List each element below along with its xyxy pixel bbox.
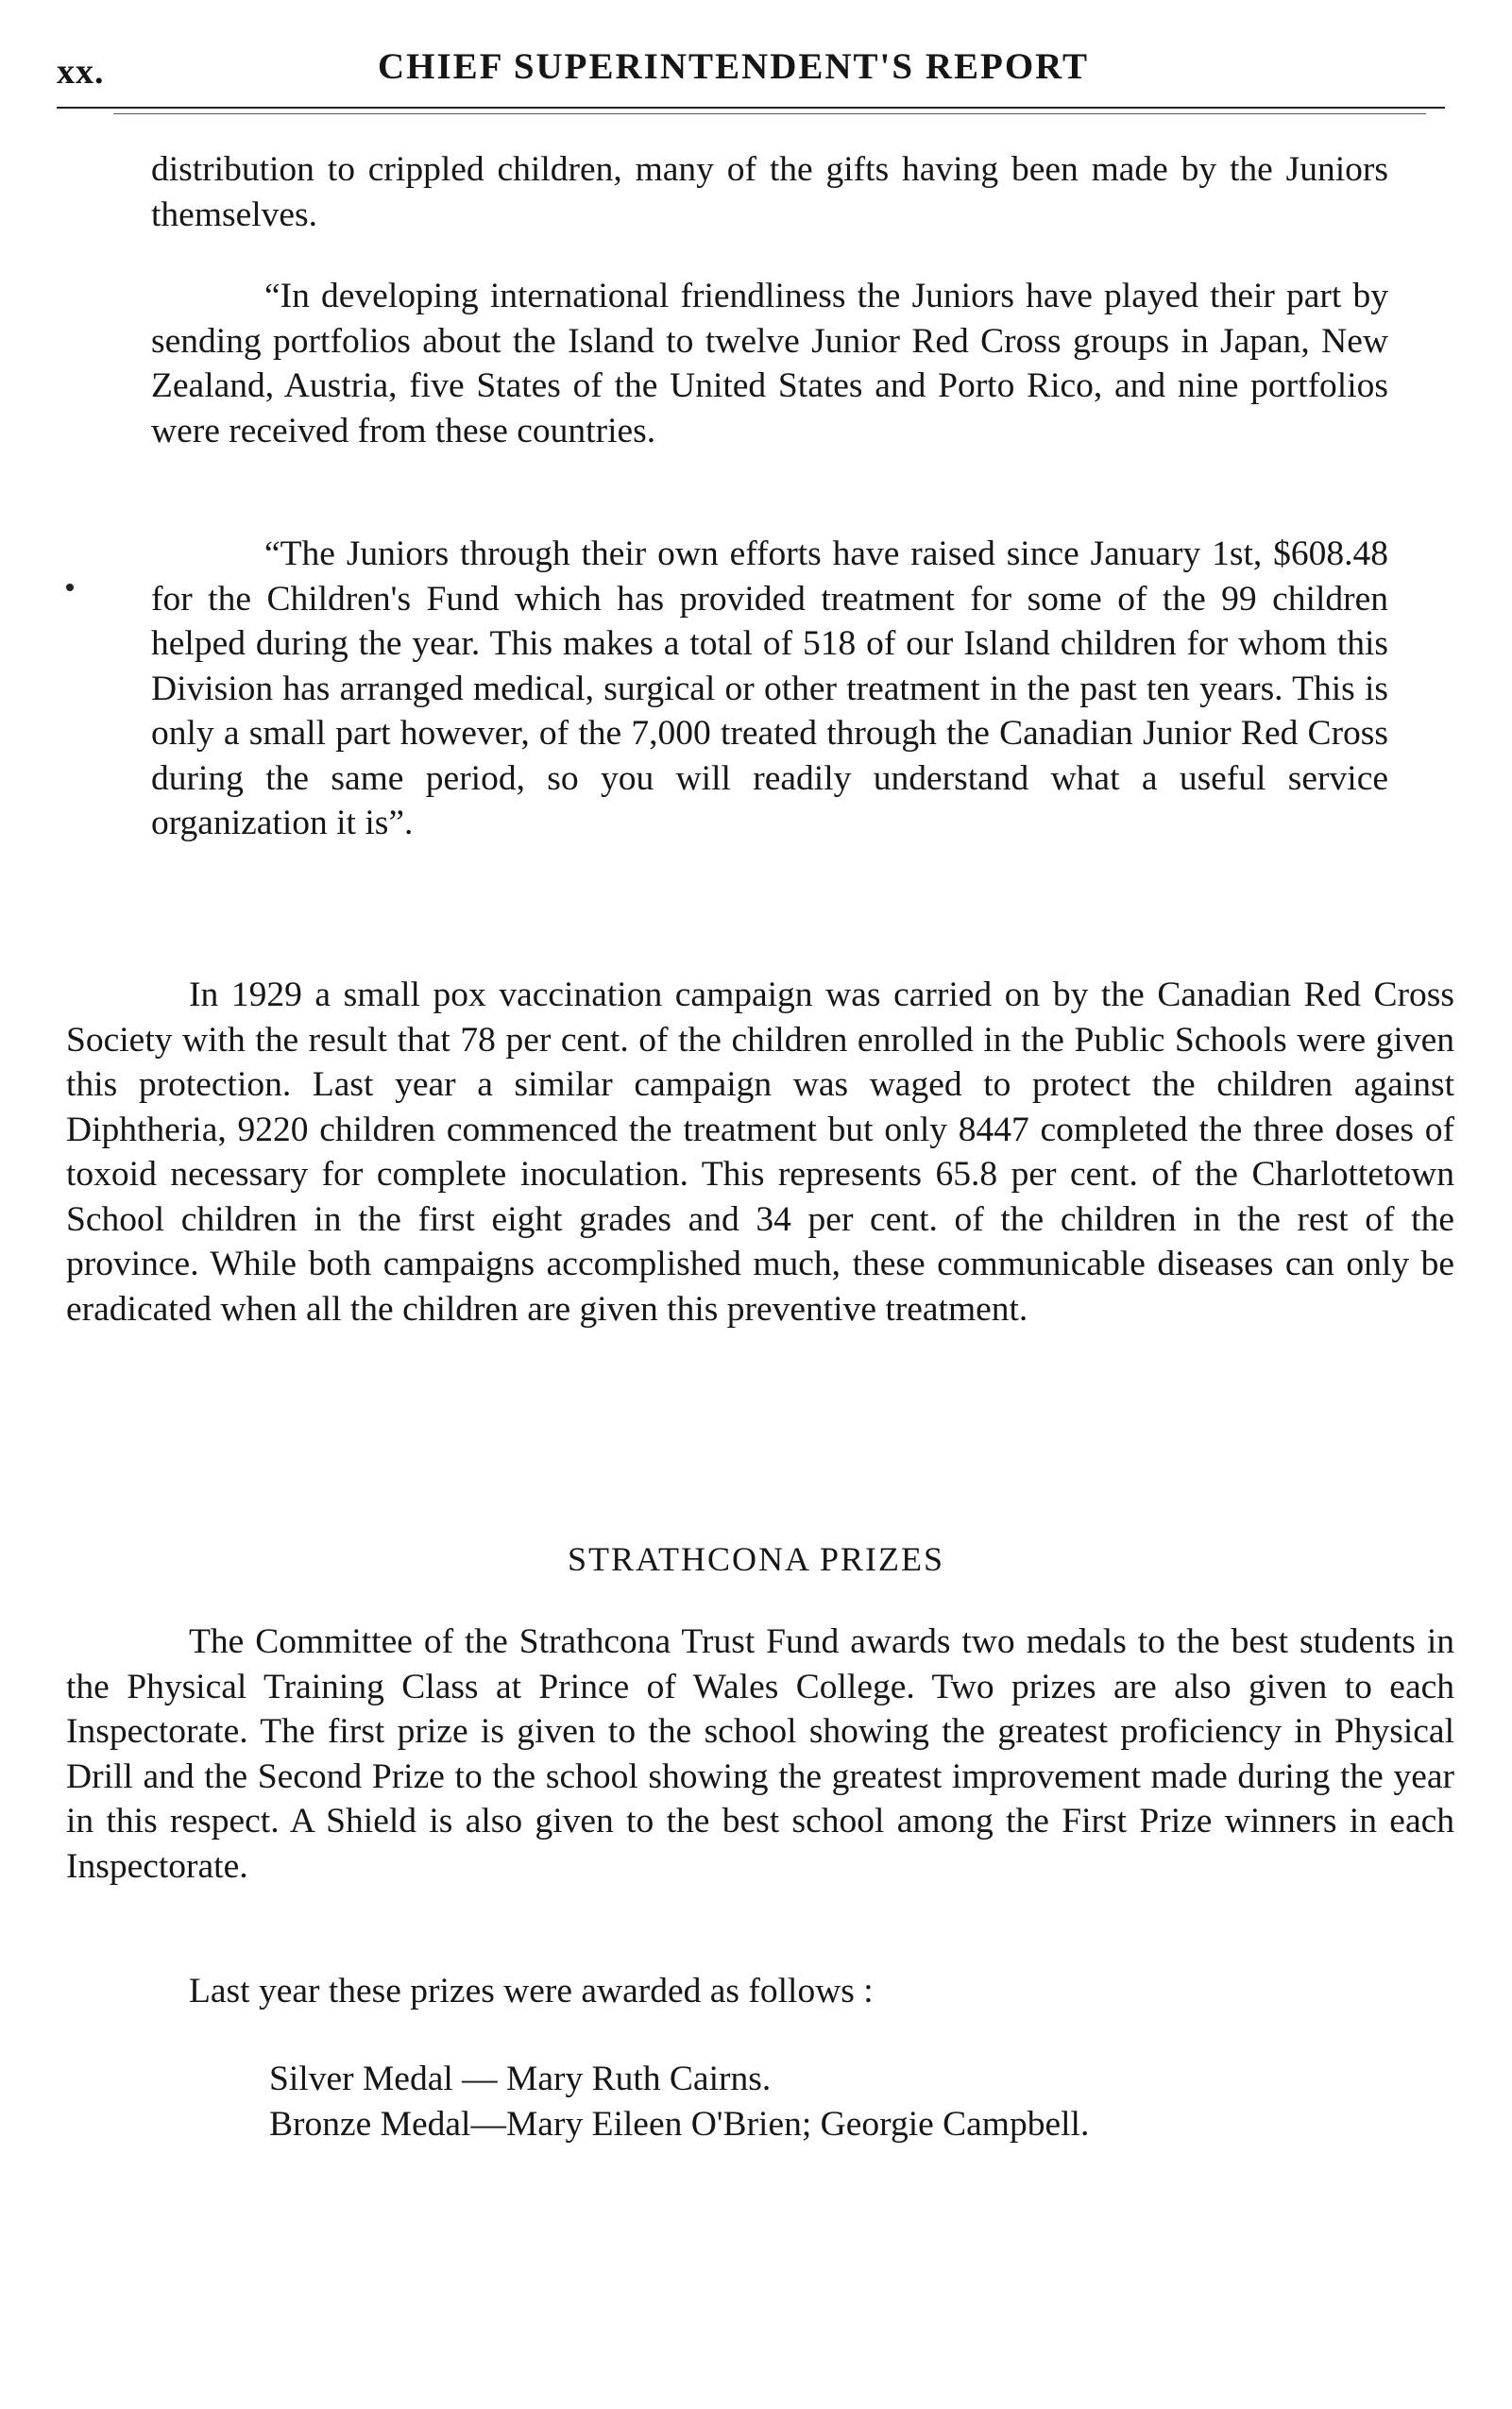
running-title: CHIEF SUPERINTENDENT'S REPORT xyxy=(378,46,1089,87)
awards-list xyxy=(269,2057,1450,2146)
page-number: xx. xyxy=(57,52,105,92)
header-rule-secondary xyxy=(113,113,1426,114)
header-rule xyxy=(57,107,1445,109)
paragraph-childrens-fund: “The Juniors through their own efforts have raised since January 1st, $608.48 for the Children's Fund which has provided treatment for some of the 99 children helped during the year. This makes a total of 518 of our Island children for whom this Division has arranged medical, surgical or other treatment in the past ten years. This is only a small part however, of the 7,000 treated through the Canadian Junior Red Cross during the same period, so you will readily understand what a useful service organization it is”. xyxy=(151,534,1388,842)
section-heading: STRATHCONA PRIZES xyxy=(567,1540,945,1578)
margin-mark xyxy=(66,584,74,591)
paragraph-international-friendliness: “In developing international friendliness the Juniors have played their part by sending portfolios about the Island to twelve Junior Red Cross groups in Japan, New Zealand, Austria, five States of the United States and Porto Rico, and nine portfolios were received from these countries. xyxy=(151,277,1388,450)
paragraph-vaccination-campaign: In 1929 a small pox vaccination campaign was carried on by the Canadian Red Cross Society with the result that 78 per cent. of the children enrolled in the Public Schools were given this protection. Last year a similar campaign was waged to protect the children against Diphtheria, 9220 children commenced the treatment but only 8447 completed the three doses of toxoid necessary for complete inoculation. This represents 65.8 per cent. of the Charlottetown School children in the first eight grades and 34 per cent. of the children in the rest of the province. While both campaigns accomplished much, these communicable diseases can only be eradicated when all the children are given this preventive treatment. xyxy=(66,975,1454,1329)
award-silver-medal: Silver Medal — Mary Ruth Cairns. xyxy=(269,2060,772,2098)
paragraph-prizes-intro: Last year these prizes were awarded as follows : xyxy=(189,1972,874,2010)
award-bronze-medal: Bronze Medal—Mary Eileen O'Brien; Georgie Campbell. xyxy=(269,2104,1090,2144)
paragraph-strathcona-committee: The Committee of the Strathcona Trust Fund awards two medals to the best students in the Physical Training Class at Prince of Wales College. Two prizes are also given to each Inspectorate. The first prize is given to the school showing the greatest proficiency in Physical Drill and the Second Prize to the school showing the greatest improvement made during the year in this respect. A Shield is also given to the best school among the First Prize winners in each Inspectorate. xyxy=(66,1622,1454,1886)
page-header xyxy=(57,45,1445,111)
paragraph-continuation: distribution to crippled children, many of the gifts having been made by the Juniors themselves. xyxy=(151,150,1388,234)
